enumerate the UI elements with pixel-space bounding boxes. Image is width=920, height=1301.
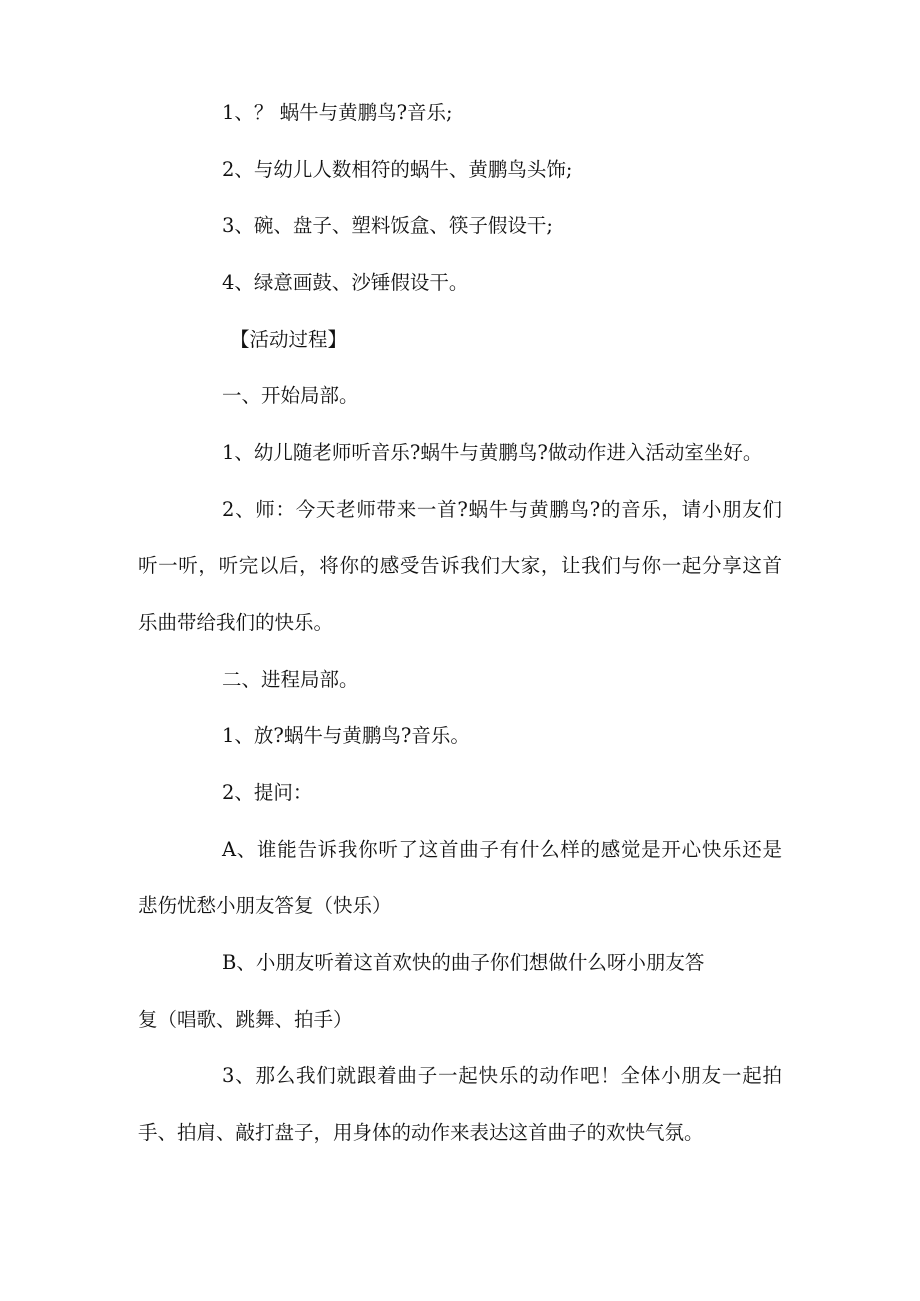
material-item-1: 1、？ 蜗牛与黄鹏鸟?音乐;: [222, 101, 453, 124]
part-one-step-1: 1、幼儿随老师听音乐?蜗牛与黄鹏鸟?做动作进入活动室坐好。: [222, 441, 763, 464]
part-two-step-2: 2、提问：: [222, 781, 313, 804]
question-b-line-1: B、小朋友听着这首欢快的曲子你们想做什么呀小朋友答: [222, 951, 705, 974]
part-one-step-2-line-1: 2、师：今天老师带来一首?蜗牛与黄鹏鸟?的音乐，请小朋友们: [222, 498, 782, 521]
material-item-2: 2、与幼儿人数相符的蜗牛、黄鹏鸟头饰;: [222, 158, 573, 181]
part-two-heading: 二、进程局部。: [222, 668, 359, 691]
part-two-step-3-line-2: 手、拍肩、敲打盘子，用身体的动作来表达这首曲子的欢快气氛。: [138, 1121, 704, 1144]
section-heading-activity-process: 【活动过程】: [230, 328, 348, 351]
part-one-heading: 一、开始局部。: [222, 384, 359, 407]
material-item-4: 4、绿意画鼓、沙锤假设干。: [222, 271, 469, 294]
material-item-3: 3、碗、盘子、塑料饭盒、筷子假设干;: [222, 214, 553, 237]
question-a-line-1: A、谁能告诉我你听了这首曲子有什么样的感觉是开心快乐还是: [222, 838, 782, 861]
question-a-line-2: 悲伤忧愁小朋友答复（快乐）: [138, 894, 392, 917]
part-one-step-2-line-2: 听一听，听完以后，将你的感受告诉我们大家，让我们与你一起分享这首: [138, 554, 782, 577]
part-two-step-3-line-1: 3、那么我们就跟着曲子一起快乐的动作吧！全体小朋友一起拍: [222, 1064, 782, 1087]
question-b-line-2: 复（唱歌、跳舞、拍手）: [138, 1008, 353, 1031]
part-two-step-1: 1、放?蜗牛与黄鹏鸟?音乐。: [222, 724, 470, 747]
part-one-step-2-line-3: 乐曲带给我们的快乐。: [138, 611, 334, 634]
